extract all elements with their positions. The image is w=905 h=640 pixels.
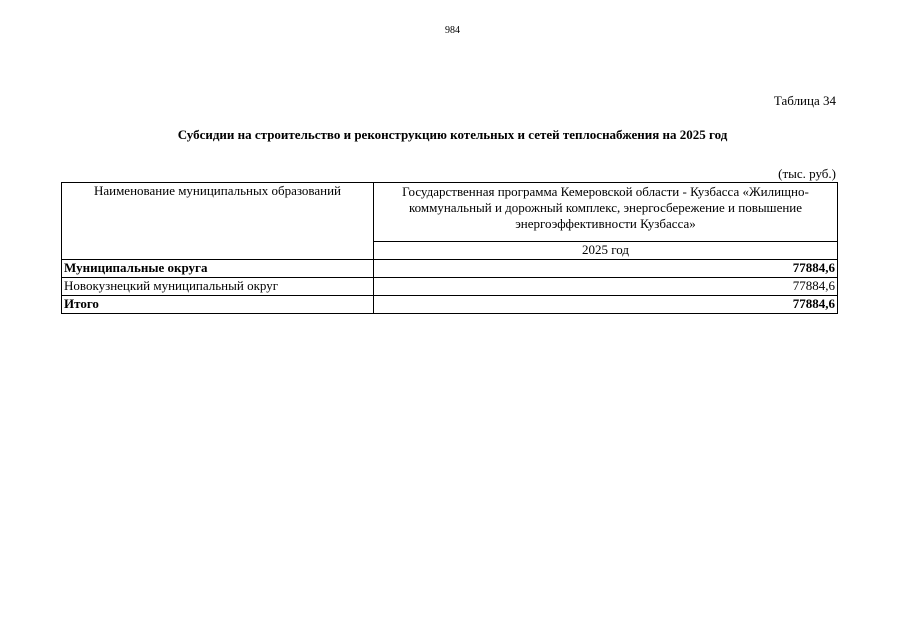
table-row-total xyxy=(62,296,838,314)
subsidies-table xyxy=(61,182,838,314)
table-label: Таблица 34 xyxy=(773,93,836,108)
table-row xyxy=(62,278,838,296)
row-name: Муниципальные округа xyxy=(62,260,374,278)
column-header-year: 2025 год xyxy=(374,242,838,260)
row-value: 77884,6 xyxy=(374,278,838,296)
table-row xyxy=(62,260,838,278)
row-name: Новокузнецкий муниципальный округ xyxy=(62,278,374,296)
row-name: Итого xyxy=(62,296,374,314)
column-header-program: Государственная программа Кемеровской области - Кузбасса «Жилищно-коммунальный и дорожный комплекс, энергосбережение и повышение энергоэффективности Кузбасса» xyxy=(374,183,838,242)
row-value: 77884,6 xyxy=(374,296,838,314)
units-label: (тыс. руб.) xyxy=(778,166,836,181)
page-number: 984 xyxy=(445,25,460,36)
column-header-municipality: Наименование муниципальных образований xyxy=(62,183,374,260)
row-value: 77884,6 xyxy=(374,260,838,278)
document-title: Субсидии на строительство и реконструкцию котельных и сетей теплоснабжения на 2025 год xyxy=(177,127,728,142)
